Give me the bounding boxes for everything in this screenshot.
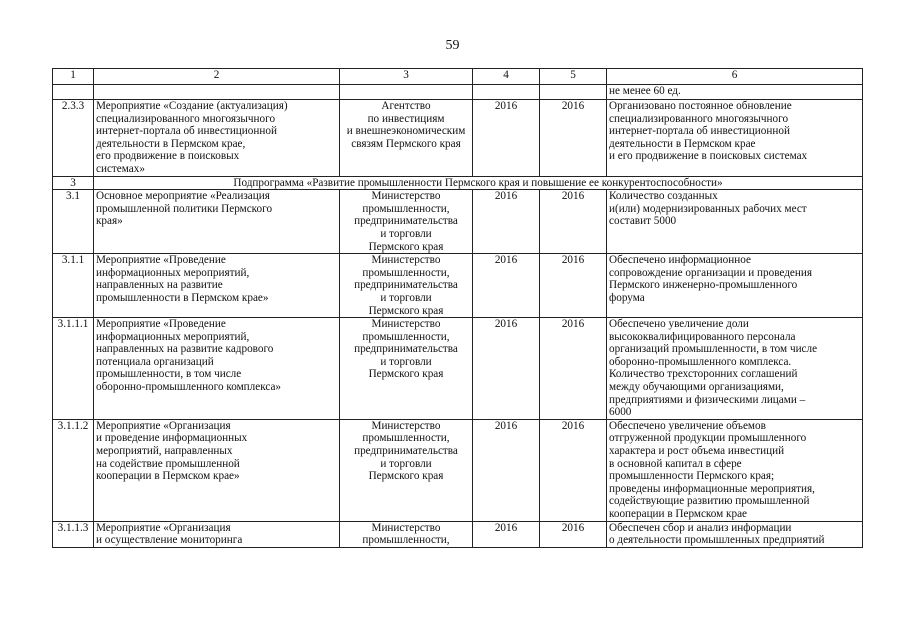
program-activities-table xyxy=(52,68,863,548)
result-cell: Количество созданных и(или) модернизированных рабочих мест составит 5000 xyxy=(607,190,863,254)
end-year-cell: 2016 xyxy=(540,190,607,254)
activity-cell: Мероприятие «Организация и проведение информационных мероприятий, направленных на содействие промышленной кооперации в Пермском крае» xyxy=(94,419,340,521)
table-row xyxy=(53,100,863,177)
end-year-cell: 2016 xyxy=(540,521,607,547)
subprogram-row xyxy=(53,176,863,190)
executor-cell: Министерство промышленности, xyxy=(340,521,473,547)
table-row xyxy=(53,521,863,547)
result-cell: Обеспечено увеличение доли высококвалифицированного персонала организаций промышленности, в том числе оборонно-промышленного комплекса. Количество трехсторонних соглашений между обучающими организациями, предприятиями и физическими лицами – 6000 xyxy=(607,318,863,420)
executor-cell: Агентство по инвестициям и внешнеэкономическим связям Пермского края xyxy=(340,100,473,177)
end-year-cell: 2016 xyxy=(540,318,607,420)
activity-cell: Мероприятие «Создание (актуализация) специализированного многоязычного интернет-портала об инвестиционной деятельности в Пермском крае, его продвижение в поисковых системах» xyxy=(94,100,340,177)
row-number: 3.1.1.2 xyxy=(53,419,94,521)
activity-cell: Основное мероприятие «Реализация промышленной политики Пермского края» xyxy=(94,190,340,254)
header-cell: 4 xyxy=(473,69,540,85)
end-year-cell: 2016 xyxy=(540,254,607,318)
start-year-cell: 2016 xyxy=(473,318,540,420)
row-number: 3.1.1.1 xyxy=(53,318,94,420)
executor-cell: Министерство промышленности, предпринимательства и торговли Пермского края xyxy=(340,254,473,318)
table-row xyxy=(53,318,863,420)
start-year-cell: 2016 xyxy=(473,190,540,254)
result-cell: не менее 60 ед. xyxy=(607,85,863,100)
header-cell: 6 xyxy=(607,69,863,85)
result-cell: Обеспечено информационное сопровождение организации и проведения Пермского инженерно-промышленного форума xyxy=(607,254,863,318)
header-row xyxy=(53,69,863,85)
start-year-cell: 2016 xyxy=(473,521,540,547)
result-cell: Обеспечен сбор и анализ информации о деятельности промышленных предприятий xyxy=(607,521,863,547)
executor-cell: Министерство промышленности, предпринимательства и торговли Пермского края xyxy=(340,190,473,254)
table-row xyxy=(53,254,863,318)
subprogram-title: Подпрограмма «Развитие промышленности Пермского края и повышение ее конкурентоспособности» xyxy=(94,176,863,190)
result-cell: Организовано постоянное обновление специализированного многоязычного интернет-портала об инвестиционной деятельности в Пермском крае и его продвижение в поисковых системах xyxy=(607,100,863,177)
executor-cell: Министерство промышленности, предпринимательства и торговли Пермского края xyxy=(340,419,473,521)
start-year-cell: 2016 xyxy=(473,254,540,318)
row-number: 3.1.1 xyxy=(53,254,94,318)
row-number: 3.1 xyxy=(53,190,94,254)
continuation-row xyxy=(53,85,863,100)
subprogram-number: 3 xyxy=(53,176,94,190)
end-year-cell: 2016 xyxy=(540,419,607,521)
header-cell: 5 xyxy=(540,69,607,85)
header-cell: 3 xyxy=(340,69,473,85)
row-number: 3.1.1.3 xyxy=(53,521,94,547)
result-cell: Обеспечено увеличение объемов отгруженной продукции промышленного характера и рост объема инвестиций в основной капитал в сфере промышленности Пермского края; проведены информационные мероприятия, содействующие развитию промышленной кооперации в Пермском крае xyxy=(607,419,863,521)
table-row xyxy=(53,190,863,254)
activity-cell: Мероприятие «Проведение информационных мероприятий, направленных на развитие промышленности в Пермском крае» xyxy=(94,254,340,318)
start-year-cell: 2016 xyxy=(473,100,540,177)
executor-cell: Министерство промышленности, предпринимательства и торговли Пермского края xyxy=(340,318,473,420)
start-year-cell: 2016 xyxy=(473,419,540,521)
header-cell: 1 xyxy=(53,69,94,85)
activity-cell: Мероприятие «Проведение информационных мероприятий, направленных на развитие кадрового потенциала организаций промышленности, в том числе оборонно-промышленного комплекса» xyxy=(94,318,340,420)
table-row xyxy=(53,419,863,521)
row-number: 2.3.3 xyxy=(53,100,94,177)
end-year-cell: 2016 xyxy=(540,100,607,177)
activity-cell: Мероприятие «Организация и осуществление мониторинга xyxy=(94,521,340,547)
page-number: 59 xyxy=(445,38,460,53)
header-cell: 2 xyxy=(94,69,340,85)
